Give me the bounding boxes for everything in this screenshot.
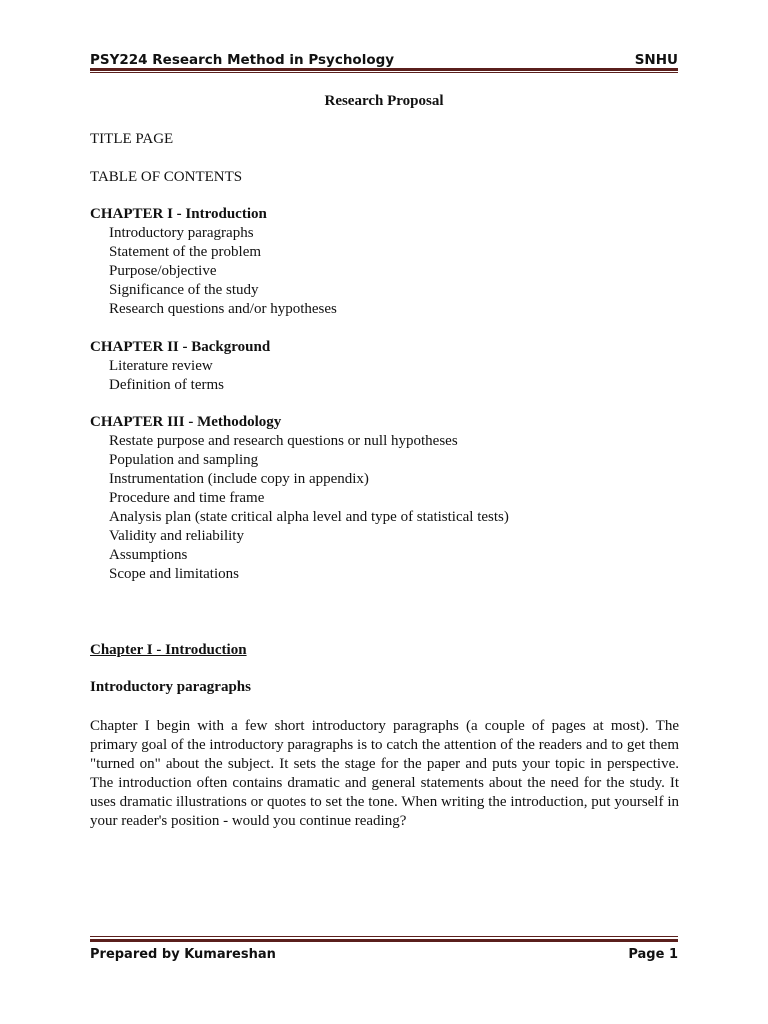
intro-paragraph: Chapter I begin with a few short introductory paragraphs (a couple of pages at most). The primary goal of the introductory paragraphs is to catch the attention of the readers and to get them "turned on" about the subject. It sets the stage for the paper and puts your topic in perspective. The introduction often contains dramatic and general statements about the need for the study. It uses dramatic illustrations or quotes to set the tone. When writing the introduction, put yourself in your reader's position - would you continue reading?	[90, 718, 679, 829]
outline-table-of-contents: TABLE OF CONTENTS	[90, 168, 243, 185]
outline-item: Introductory paragraphs	[109, 225, 254, 241]
header-institution: SNHU	[634, 52, 678, 68]
chapter-heading: CHAPTER III - Methodology	[90, 414, 282, 430]
outline-item: Assumptions	[109, 547, 188, 563]
outline-item: Analysis plan (state critical alpha level and type of statistical tests)	[109, 509, 509, 525]
outline-item: Definition of terms	[109, 376, 224, 393]
outline-title-page: TITLE PAGE	[90, 131, 174, 147]
document-title: Research Proposal	[324, 93, 444, 109]
outline-item: Significance of the study	[109, 282, 259, 298]
outline-item: Statement of the problem	[109, 244, 262, 260]
outline-item: Validity and reliability	[109, 528, 244, 544]
footer-rule	[90, 939, 678, 942]
outline-item: Research questions and/or hypotheses	[109, 301, 337, 317]
outline-item: Scope and limitations	[109, 566, 239, 582]
header-rule-thin	[90, 72, 678, 73]
header-course: PSY224 Research Method in Psychology	[90, 52, 395, 68]
outline-item: Literature review	[109, 357, 213, 374]
outline-item: Procedure and time frame	[109, 490, 265, 506]
page-number: Page 1	[628, 946, 678, 962]
footer-rule-thin	[90, 936, 678, 937]
footer-author: Prepared by Kumareshan	[90, 946, 276, 962]
page-footer	[90, 944, 678, 964]
outline-item: Population and sampling	[109, 452, 259, 468]
chapter-heading: CHAPTER I - Introduction	[90, 206, 267, 222]
outline-item: Purpose/objective	[109, 263, 217, 279]
outline	[90, 130, 680, 584]
header-rule	[90, 68, 678, 71]
section-heading: Chapter I - Introduction	[90, 642, 247, 658]
page-header	[90, 46, 678, 68]
section-subheading: Introductory paragraphs	[90, 679, 251, 695]
outline-item: Instrumentation (include copy in appendix)	[109, 471, 369, 487]
outline-item: Restate purpose and research questions or null hypotheses	[109, 433, 458, 449]
chapter-heading: CHAPTER II - Background	[90, 338, 271, 355]
